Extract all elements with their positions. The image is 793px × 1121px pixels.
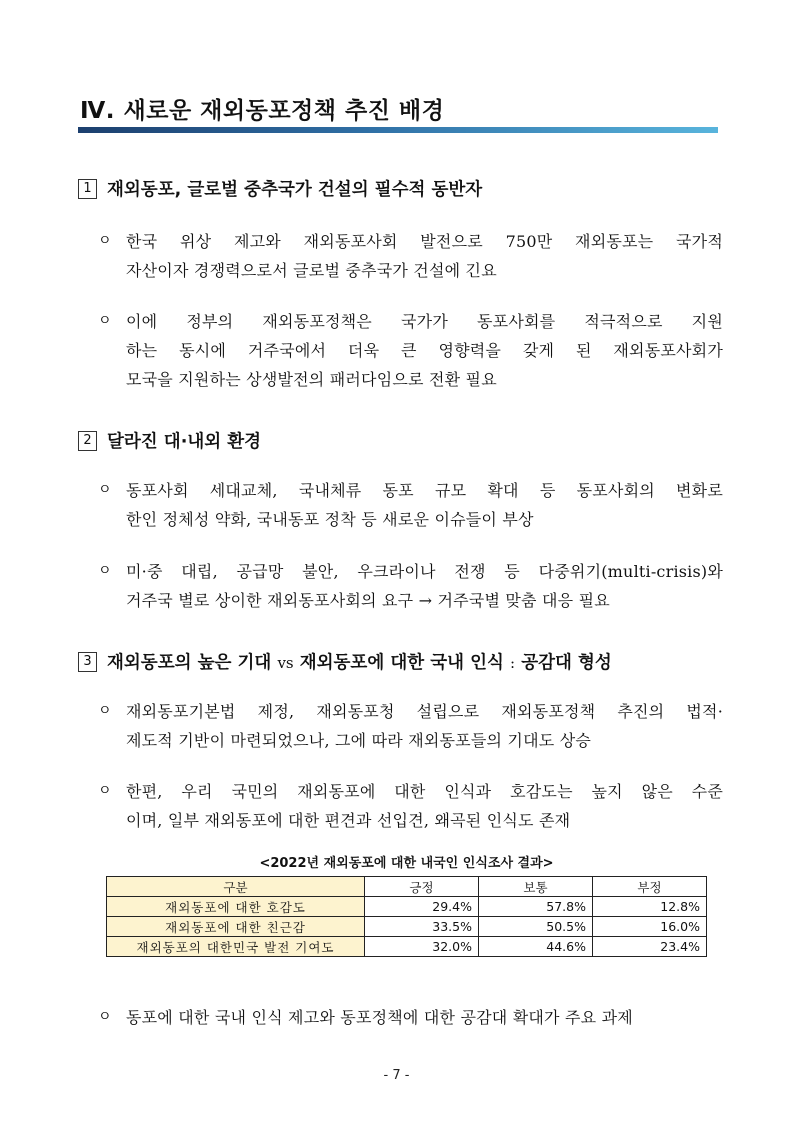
bullet-line: 이에 정부의 재외동포정책은 국가가 동포사회를 적극적으로 지원 xyxy=(126,312,723,331)
survey-table xyxy=(106,876,707,957)
bullet-line: 한편, 우리 국민의 재외동포에 대한 인식과 호감도는 높지 않은 수준 xyxy=(126,782,723,801)
heading-colon: : xyxy=(510,654,516,672)
bullet-line: 동포에 대한 국내 인식 제고와 동포정책에 대한 공감대 확대가 주요 과제 xyxy=(126,1008,633,1027)
title-underline-bar xyxy=(78,127,718,133)
bullet-mark: ㅇ xyxy=(98,233,112,249)
heading-part-expectation: 재외동포의 높은 기대 xyxy=(107,653,272,673)
bullet-line: 자산이자 경쟁력으로서 글로벌 중추국가 건설에 긴요 xyxy=(126,261,497,280)
section-heading-text: 재외동포, 글로벌 중추국가 건설의 필수적 동반자 xyxy=(107,180,483,200)
section-heading-text xyxy=(107,649,612,674)
table-caption: <2022년 재외동포에 대한 내국인 인식조사 결과> xyxy=(259,856,554,871)
table-cell-value: 12.8% xyxy=(593,897,707,917)
table-header-cell: 구분 xyxy=(107,877,365,897)
table-header-cell: 부정 xyxy=(593,877,707,897)
bullet-mark: ㅇ xyxy=(98,563,112,579)
section-heading-text: 달라진 대·내외 환경 xyxy=(107,432,262,452)
bullet-item xyxy=(98,307,723,394)
table-row xyxy=(107,937,707,957)
table-cell-value: 29.4% xyxy=(365,897,479,917)
section-number-box: 3 xyxy=(78,652,97,672)
heading-part-perception: 재외동포에 대한 국내 인식 xyxy=(299,653,504,673)
table-cell-label: 재외동포의 대한민국 발전 기여도 xyxy=(107,937,365,957)
heading-vs: vs xyxy=(277,654,294,672)
table-header-cell: 긍정 xyxy=(365,877,479,897)
bullet-mark: ㅇ xyxy=(98,482,112,498)
bullet-line: 모국을 지원하는 상생발전의 패러다임으로 전환 필요 xyxy=(126,370,497,389)
table-cell-value: 23.4% xyxy=(593,937,707,957)
bullet-mark: ㅇ xyxy=(98,1009,112,1025)
bullet-line: 동포사회 세대교체, 국내체류 동포 규모 확대 등 동포사회의 변화로 xyxy=(126,481,723,500)
bullet-line: 재외동포기본법 제정, 재외동포청 설립으로 재외동포정책 추진의 법적· xyxy=(126,702,723,721)
table-cell-label: 재외동포에 대한 호감도 xyxy=(107,897,365,917)
table-cell-value: 50.5% xyxy=(479,917,593,937)
section-number-box: 1 xyxy=(78,179,97,199)
chapter-title: Ⅳ. 새로운 재외동포정책 추진 배경 xyxy=(80,98,445,124)
section-heading-2 xyxy=(78,428,261,453)
table-header-cell: 보통 xyxy=(479,877,593,897)
table-cell-value: 44.6% xyxy=(479,937,593,957)
bullet-line: 미·중 대립, 공급망 불안, 우크라이나 전쟁 등 다중위기(multi-crisis)와 xyxy=(126,562,723,581)
bullet-mark: ㅇ xyxy=(98,703,112,719)
bullet-item xyxy=(98,227,723,285)
bullet-item xyxy=(98,777,723,835)
bullet-line: 제도적 기반이 마련되었으나, 그에 따라 재외동포들의 기대도 상승 xyxy=(126,731,592,750)
bullet-item xyxy=(98,557,723,615)
heading-part-consensus: 공감대 형성 xyxy=(521,653,612,673)
bullet-mark: ㅇ xyxy=(98,313,112,329)
page-number: - 7 - xyxy=(383,1068,410,1083)
table-cell-value: 57.8% xyxy=(479,897,593,917)
table-cell-value: 16.0% xyxy=(593,917,707,937)
bullet-item xyxy=(98,476,723,534)
bullet-item xyxy=(98,697,723,755)
section-heading-1 xyxy=(78,176,482,201)
table-row xyxy=(107,897,707,917)
table-cell-label: 재외동포에 대한 친근감 xyxy=(107,917,365,937)
bullet-line: 한국 위상 제고와 재외동포사회 발전으로 750만 재외동포는 국가적 xyxy=(126,232,723,251)
table-row xyxy=(107,917,707,937)
table-cell-value: 33.5% xyxy=(365,917,479,937)
bullet-line: 한인 정체성 약화, 국내동포 정착 등 새로운 이슈들이 부상 xyxy=(126,510,534,529)
section-number-box: 2 xyxy=(78,431,97,451)
section-heading-3 xyxy=(78,649,612,674)
table-cell-value: 32.0% xyxy=(365,937,479,957)
table-header-row xyxy=(107,877,707,897)
bullet-item xyxy=(98,1003,723,1032)
bullet-line: 거주국 별로 상이한 재외동포사회의 요구 → 거주국별 맞춤 대응 필요 xyxy=(126,591,610,610)
bullet-line: 이며, 일부 재외동포에 대한 편견과 선입견, 왜곡된 인식도 존재 xyxy=(126,811,571,830)
bullet-mark: ㅇ xyxy=(98,783,112,799)
bullet-line: 하는 동시에 거주국에서 더욱 큰 영향력을 갖게 된 재외동포사회가 xyxy=(126,341,723,360)
